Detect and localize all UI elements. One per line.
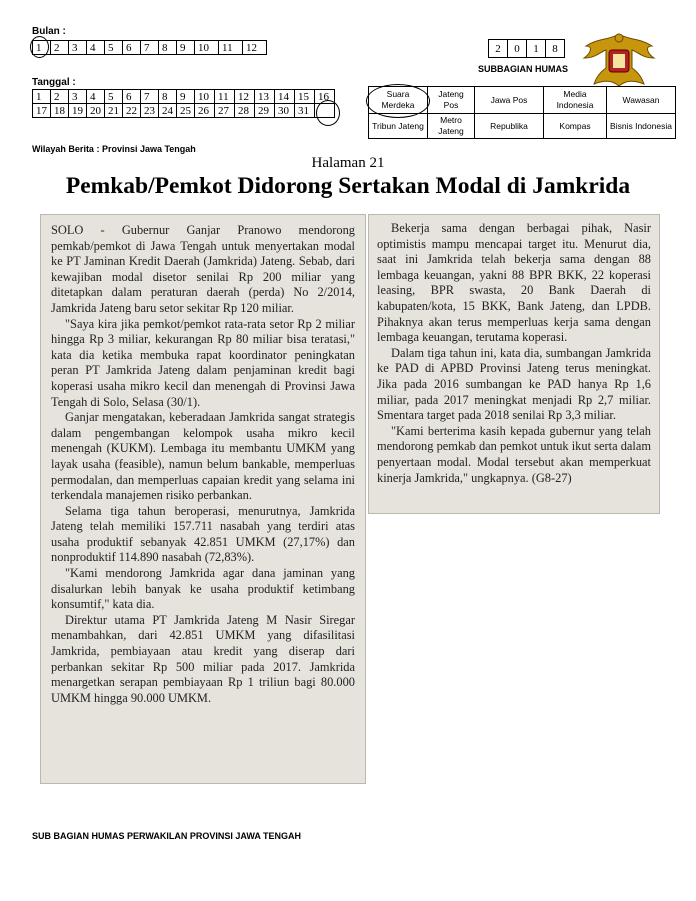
paragraph: Direktur utama PT Jamkrida Jateng M Nasir Siregar menambahkan, dari 42.851 UMKM yang difasilitasi Jamkrida, pembiayaan atau kredit yang diserap dari perbankan sekitar Rp 500 miliar pada 2017. Jamkrida menargetkan serapan pembiayaan Rp 1 triliun bagi 80.000 UMKM hingga 90.000 UMKM. [51,612,355,705]
page-number: Halaman 21 [311,155,385,171]
month-grid [32,40,267,55]
media-cell: Kompas [544,114,607,139]
date-cell: 6 [123,90,141,104]
date-cell: 31 [295,104,315,118]
bulan-label: Bulan : [32,26,66,37]
date-cell: 15 [295,90,315,104]
paragraph: Dalam tiga tahun ini, kata dia, sumbangan Jamkrida ke PAD di APBD Provinsi Jateng terus meningkat. Jika pada 2016 sumbangan ke PAD hanya Rp 1,6 miliar, pada 2017 meningkat menjadi Rp 2,7 miliar. Smentara target pada 2018 senilai Rp 3,3 miliar. [377,345,651,423]
month-cell: 4 [87,41,105,55]
month-cell: 12 [243,41,267,55]
month-cell: 6 [123,41,141,55]
selected-media-circle [366,84,430,118]
paragraph: "Kami mendorong Jamkrida agar dana jaminan yang disalurkan lebih banyak ke usaha produktif ketimbang konsumtif," kata dia. [51,566,355,612]
year-digit: 8 [546,40,565,58]
month-cell: 2 [51,41,69,55]
date-cell: 11 [215,90,235,104]
date-cell: 30 [275,104,295,118]
media-cell: Suara Merdeka [369,87,428,114]
date-cell: 23 [141,104,159,118]
year-box [488,39,565,58]
paragraph: "Kami berterima kasih kepada gubernur yang telah mendorong pemkab dan pemkot untuk ikut serta dalam penyertaan modal. Modal tersebut akan memperkuat kinerja Jamkrida," ungkapnya. (G8-27) [377,423,651,485]
month-cell: 1 [33,41,51,55]
date-cell: 7 [141,90,159,104]
date-cell: 5 [105,90,123,104]
article-column-2 [368,214,660,514]
date-cell: 10 [195,90,215,104]
date-grid [32,89,335,118]
tanggal-label: Tanggal : [32,77,76,88]
date-cell: 24 [159,104,177,118]
date-cell: 22 [123,104,141,118]
paragraph: SOLO - Gubernur Ganjar Pranowo mendorong pemkab/pemkot di Jawa Tengah untuk menyertakan modal ke PT Jaminan Kredit Daerah (Jamkrida) Jateng. Sebab, dari kewajiban modal disetor senilai Rp 200 miliar yang ditetapkan dalam peraturan daerah (perda) No 2/2014, Jamkrida Jateng baru setor sekitar Rp 120 miliar. [51,223,355,315]
month-cell: 5 [105,41,123,55]
paragraph: Bekerja sama dengan berbagai pihak, Nasir optimistis mampu mencapai target itu. Menurut dia, saat ini Jamkrida telah bekerja sama dengan 88 lembaga keuangan, yakni 88 BPR BKK, 22 koperasi leasing, BPR swasta, 20 Bank Daerah di kabupaten/kota, 15 BKK, Bank Jateng, dan LPDB. Pihaknya akan terus memperluas kerja sama dengan lembaga keuangan, terutama koperasi. [377,221,651,345]
paragraph: Selama tiga tahun beroperasi, menurutnya, Jamkrida Jateng telah memiliki 157.711 nasabah yang terdiri atas usaha produktif sebanyak 42.851 UMKM (27,17%) dan nonproduktif 114.890 nasabah (72,83%). [51,503,355,565]
media-cell: Media Indonesia [544,87,607,114]
date-cell: 2 [51,90,69,104]
selected-month-circle [30,36,49,58]
date-cell: 14 [275,90,295,104]
media-cell: Wawasan [607,87,676,114]
subbagian-label: SUBBAGIAN HUMAS [478,64,568,74]
month-cell: 3 [69,41,87,55]
date-cell: 26 [195,104,215,118]
media-cell: Republika [475,114,544,139]
date-cell: 1 [33,90,51,104]
month-cell: 11 [219,41,243,55]
date-cell: 25 [177,104,195,118]
date-cell: 21 [105,104,123,118]
date-cell: 3 [69,90,87,104]
date-cell: 9 [177,90,195,104]
paragraph: Ganjar mengatakan, keberadaan Jamkrida sangat strategis dalam pengembangan kelompok usaha mikro kecil menengah (KUKM). Lembaga itu membantu UMKM yang layak usaha (feasible), namun belum bankable, memperluas permodalan, dan memperluas capaian kredit yang selama ini terkendala manajemen risiko perbankan. [51,410,355,503]
month-cell: 10 [195,41,219,55]
month-cell: 9 [177,41,195,55]
article-column-1 [40,214,366,784]
media-cell: Tribun Jateng [369,114,428,139]
media-cell: Jateng Pos [428,87,475,114]
date-cell: 29 [255,104,275,118]
wilayah-label: Wilayah Berita : Provinsi Jawa Tengah [32,144,196,154]
year-digit: 1 [527,40,546,58]
headline: Pemkab/Pemkot Didorong Sertakan Modal di Jamkrida [65,173,631,199]
paragraph: "Saya kira jika pemkot/pemkot rata-rata setor Rp 2 miliar hingga Rp 3 miliar, kekurangan Rp 80 miliar bisa teratasi," kata dia ketika membuka rapat koordinator peningkatan peran PT Jamkrida Jateng dalam penjaminan kredit bagi koperasi usaha mikro kecil dan menengah di Provinsi Jawa Tengah di Solo, Selasa (30/1). [51,316,355,409]
date-cell: 27 [215,104,235,118]
date-cell: 8 [159,90,177,104]
media-cell: Metro Jateng [428,114,475,139]
footer-label: SUB BAGIAN HUMAS PERWAKILAN PROVINSI JAWA TENGAH [32,831,302,841]
date-cell: 16 [315,90,335,104]
month-cell: 7 [141,41,159,55]
date-cell: 17 [33,104,51,118]
date-cell: 19 [69,104,87,118]
date-cell: 4 [87,90,105,104]
year-digit: 2 [489,40,508,58]
date-cell: 18 [51,104,69,118]
month-cell: 8 [159,41,177,55]
date-cell: 13 [255,90,275,104]
selected-date-circle [316,100,340,126]
date-cell: 28 [235,104,255,118]
year-digit: 0 [508,40,527,58]
date-cell: 20 [87,104,105,118]
garuda-emblem-icon [580,28,658,90]
media-cell: Jawa Pos [475,87,544,114]
date-cell: 12 [235,90,255,104]
media-cell: Bisnis Indonesia [607,114,676,139]
